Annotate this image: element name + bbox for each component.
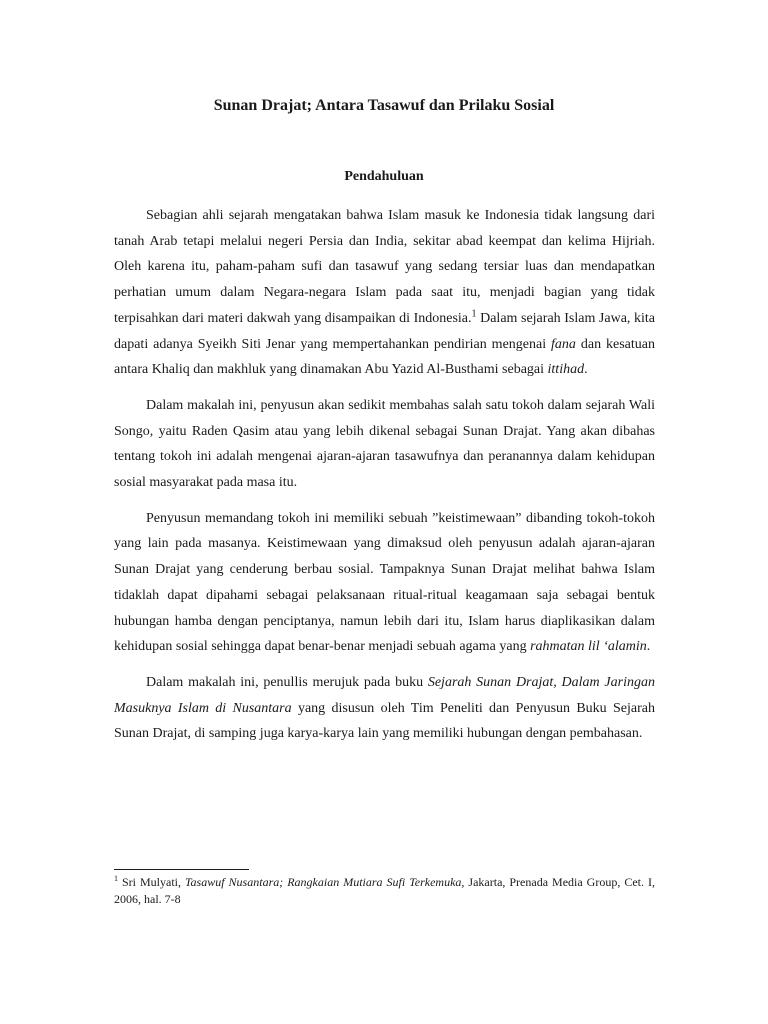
- document-title: Sunan Drajat; Antara Tasawuf dan Prilaku Sosial: [213, 97, 555, 114]
- term-fana: fana: [551, 336, 576, 352]
- paragraph-1-text-c: dan kesatuan antara Khaliq dan makhluk yang dinamakan Abu Yazid Al-Busthami sebagai: [114, 336, 655, 378]
- paragraph-3-text-a: Penyusun memandang tokoh ini memiliki sebuah ”keistimewaan” dibanding tokoh-tokoh yang lain pada masanya. Keistimewaan yang dimaksud oleh penyusun adalah ajaran-ajaran Sunan Drajat yang cenderung berbau sosial. Tampaknya Sunan Drajat melihat bahwa Islam tidaklah dapat dipahami sebagai pelaksanaan ritual-ritual keagamaan saja sebagai bentuk hubungan hamba dengan penciptanya, namun lebih dari itu, Islam harus diaplikasikan dalam kehidupan sosial sehingga dapat benar-benar menjadi sebuah agama yang: [114, 510, 655, 655]
- paragraph-1-text-a: Sebagian ahli sejarah mengatakan bahwa Islam masuk ke Indonesia tidak langsung dari tanah Arab tetapi melalui negeri Persia dan India, sekitar abad keempat dan kelima Hijriah. Oleh karena itu, paham-paham sufi dan tasawuf yang sedang tersiar luas dan mendapatkan perhatian umum dalam Negara-negara Islam pada saat itu, menjadi bagian yang tidak terpisahkan dari materi dakwah yang disampaikan di Indonesia.: [114, 208, 655, 326]
- paragraph-1: [114, 203, 655, 383]
- body-text: [114, 203, 655, 757]
- footnote: [114, 874, 655, 908]
- paragraph-1-text-b: Dalam sejarah Islam Jawa, kita dapati adanya Syeikh Siti Jenar yang mempertahankan pendirian mengenai: [114, 310, 656, 352]
- paragraph-3-text-b: .: [646, 639, 651, 655]
- book-title: Sejarah Sunan Drajat, Dalam Jaringan Masuknya Islam di Nusantara: [114, 674, 655, 716]
- paragraph-1-text-d: .: [584, 362, 588, 378]
- paragraph-3: [114, 506, 655, 660]
- term-ittihad: ittihad: [547, 362, 585, 378]
- footnote-divider: [114, 869, 249, 870]
- section-heading: Pendahuluan: [344, 169, 424, 184]
- footnote-book-title: Tasawuf Nusantara; Rangkaian Mutiara Sufi Terkemuka,: [184, 875, 465, 889]
- paragraph-2: Dalam makalah ini, penyusun akan sedikit membahas salah satu tokoh dalam sejarah Wali Songo, yaitu Raden Qasim atau yang lebih dikenal sebagai Sunan Drajat. Yang akan dibahas tentang tokoh ini adalah mengenai ajaran-ajaran tasawufnya dan peranannya dalam kehidupan sosial masyarakat pada masa itu.: [114, 397, 655, 491]
- term-rahmatan-lil-alamin: rahmatan lil ‘alamin: [530, 639, 647, 655]
- footnote-reference[interactable]: 1: [471, 308, 477, 320]
- paragraph-4: [114, 670, 655, 747]
- paragraph-4-text-b: yang disusun oleh Tim Peneliti dan Penyusun Buku Sejarah Sunan Drajat, di samping juga karya-karya lain yang memiliki hubungan dengan pembahasan.: [114, 700, 655, 742]
- paragraph-4-text-a: Dalam makalah ini, penullis merujuk pada buku: [146, 674, 428, 690]
- footnote-author: Sri Mulyati,: [118, 875, 185, 889]
- footnote-publication: Jakarta, Prenada Media Group, Cet. I, 2006, hal. 7-8: [114, 875, 655, 906]
- footnote-number: 1: [114, 874, 118, 883]
